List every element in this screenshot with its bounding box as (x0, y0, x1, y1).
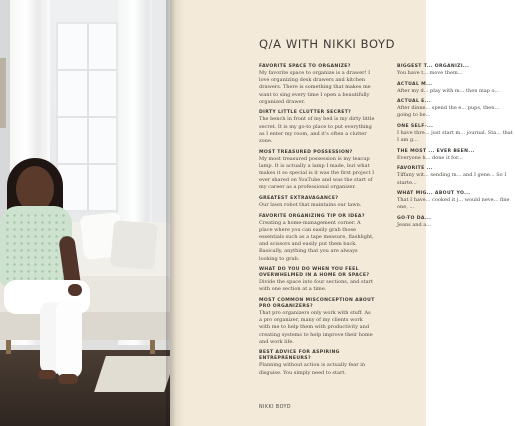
qa-item (259, 350, 375, 376)
qa-item (397, 216, 515, 229)
qa-item (397, 82, 515, 95)
person-foot (58, 374, 78, 384)
question: MOST TREASURED POSSESSION? (259, 149, 353, 155)
qa-item (259, 267, 375, 293)
qa-item (397, 64, 515, 77)
answer: That pro organizers only work with stuff. As a pro organizer, many of my clients work with me to help them with productivity and creating systems to help improve their home and work life. (259, 310, 373, 345)
answer: After dinne... spend the e... pups, then... going to be... (397, 105, 500, 119)
question: FAVORITE SPACE TO ORGANIZE? (259, 64, 351, 69)
qa-item (259, 196, 375, 209)
answer: Jeans and a... (397, 221, 432, 228)
answer: You have t... move them... (397, 70, 463, 76)
qa-item (397, 191, 515, 211)
sofa-leg (6, 340, 11, 354)
question: WHAT DO YOU DO WHEN YOU FEEL OVERWHELMED IN A HOME OR SPACE? (259, 267, 370, 279)
qa-column-right (397, 64, 513, 404)
page-footer: NIKKI BOYD (259, 405, 292, 410)
question: GREATEST EXTRAVAGANCE? (259, 196, 339, 202)
question: DIRTY LITTLE CLUTTER SECRET? (259, 110, 352, 116)
question: FAVORITE ORGANIZING TIP OR IDEA? (259, 213, 365, 219)
answer: I have thre... just start m... journal. Sta... that I am g... (397, 129, 513, 144)
question: ACTUAL M... (397, 81, 433, 87)
answer: Tiffany wit... sending m... and I gene... So I starte... (397, 172, 507, 186)
answer: Divide the space into four sections, and start with one section at a time. (259, 279, 373, 293)
answer: Creating a home-management corner. A place where you can easily grab those essentials such as a tape measure, flashlight, and scissors and easily put them back. Basically, anything that you are always looking to grab. (259, 219, 374, 262)
window (56, 22, 118, 212)
sofa-front (0, 312, 170, 340)
portrait-photo (0, 0, 170, 426)
question: ONE SELF-... (397, 123, 434, 129)
question: MOST COMMON MISCONCEPTION ABOUT PRO ORGANIZERS? (259, 298, 375, 310)
person-foot (38, 370, 56, 379)
answer: Planning without action is actually fear in disguise. You simply need to start. (259, 362, 366, 376)
qa-item (397, 99, 515, 119)
qa-item (397, 166, 515, 186)
qa-item (259, 64, 375, 106)
question: FAVORITE ... (397, 166, 433, 172)
qa-column-left (259, 64, 375, 394)
question: ACTUAL E... (397, 99, 431, 105)
sofa-leg (150, 340, 155, 354)
answer: Our lawn robot that maintains our lawn. (259, 202, 362, 209)
answer: Everyone h... done it for... (397, 154, 463, 161)
qa-item (397, 149, 515, 162)
pillow (110, 220, 158, 270)
answer: After my d... play with m... then map o... (397, 87, 500, 94)
question: GO-TO DA... (397, 215, 432, 221)
qa-item (259, 150, 375, 192)
qa-item (259, 298, 375, 346)
question: BEST ADVICE FOR ASPIRING ENTREPRENEURS? (259, 350, 340, 362)
page-title: Q/A WITH NIKKI BOYD (259, 37, 396, 51)
qa-item (259, 214, 375, 263)
answer: That I have... cooked it j... would neve... fine one, ... (397, 197, 510, 211)
answer: My favorite space to organize is a drawer! I love organizing desk drawers and kitchen drawers. There is something that makes me want to sing every time I open a beautifully organized drawer. (259, 70, 371, 105)
answer: The bench in front of my bed is my dirty little secret. It is my go-to place to put everything as I enter my room, and it's often a clutter zone. (259, 116, 375, 145)
qa-item (259, 110, 375, 145)
qa-item (397, 124, 515, 144)
question: BIGGEST T... ORGANIZI... (397, 64, 470, 69)
wall-frame (0, 58, 6, 128)
question: THE MOST ... EVER BEEN... (397, 148, 475, 154)
question: WHAT MIG... ABOUT YO... (397, 191, 471, 197)
rug (94, 356, 176, 392)
answer: My most treasured possession is my teacup lamp. It is actually a lamp I made, but what makes it so special is it was the first project I ever shared on YouTube and was the start of my career as a professional organizer. (259, 155, 375, 191)
